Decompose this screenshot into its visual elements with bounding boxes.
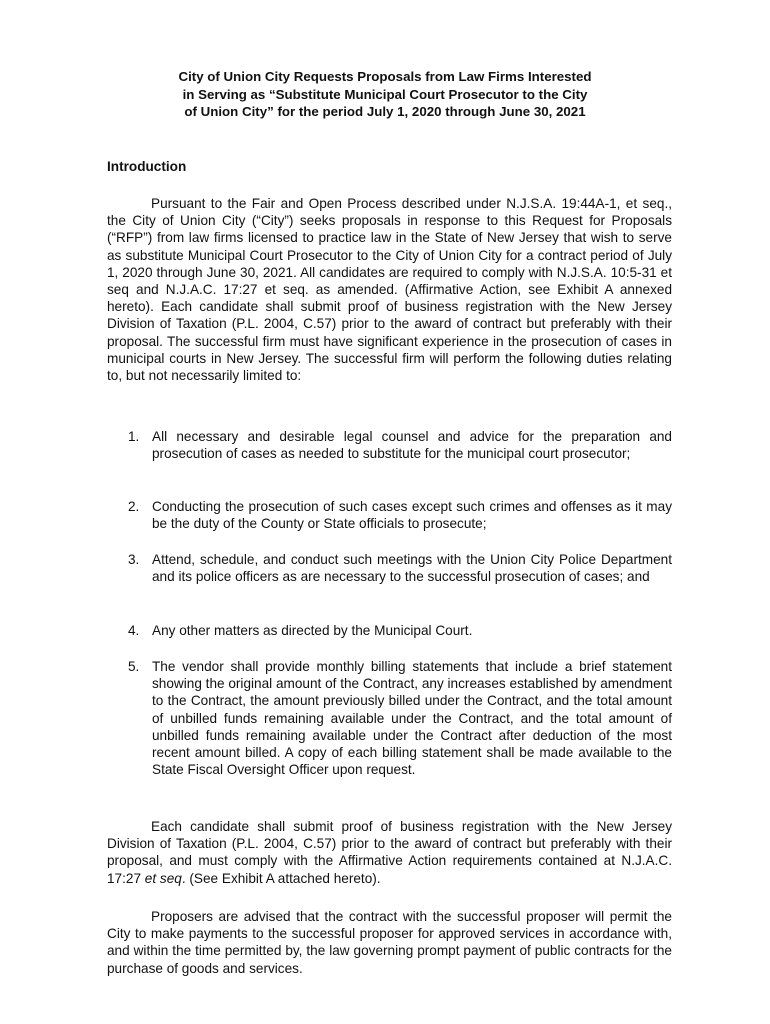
duty-number: 1. [128,429,140,444]
duty-text: The vendor shall provide monthly billing statements that include a brief statement showing the original amount of the Contract, any increases established by amendment to the Contract, the amount previously billed under the Contract, and the total amount of unbilled funds remaining available under the Contract, and the total amount of unbilled funds remaining available under the Contract after deduction of the most recent amount billed. A copy of each billing statement shall be made available to the State Fiscal Oversight Officer upon request. [152,659,672,778]
payment-paragraph [107,908,672,977]
registration-text-end: . (See Exhibit A attached hereto). [181,870,381,886]
duty-text: All necessary and desirable legal counsel and advice for the preparation and prosecution of cases as needed to substitute for the municipal court prosecutor; [152,429,672,462]
intro-paragraph [107,195,672,384]
registration-paragraph [107,818,672,887]
registration-italic-text: et seq [144,870,182,886]
intro-paragraph-text: Pursuant to the Fair and Open Process described under N.J.S.A. 19:44A-1, et seq., the City of Union City (“City”) seeks proposals in response to this Request for Proposals (“RFP”) from law firms licensed to practice law in the State of New Jersey that wish to serve as substitute Municipal Court Prosecutor to the City of Union City for a contract period of July 1, 2020 through June 30, 2021. All candidates are required to comply with N.J.S.A. 10:5-31 et seq and N.J.A.C. 17:27 et seq. as amended. (Affirmative Action, see Exhibit A annexed hereto). Each candidate shall submit proof of business registration with the New Jersey Division of Taxation (P.L. 2004, C.57) prior to the award of contract but preferably with their proposal. The successful firm must have significant experience in the prosecution of cases in municipal courts in New Jersey. The successful firm will perform the following duties relating to, but not necessarily limited to: [107,196,672,384]
duty-item-5 [128,658,672,778]
duty-text: Conducting the prosecution of such cases except such crimes and offenses as it may be the duty of the County or State officials to prosecute; [152,499,672,532]
duty-number: 2. [128,499,140,514]
document-title [100,68,670,121]
duty-item-4 [128,622,672,639]
title-line-2: in Serving as “Substitute Municipal Court Prosecutor to the City [182,86,588,102]
duty-text: Any other matters as directed by the Municipal Court. [152,623,473,638]
title-line-3: of Union City” for the period July 1, 2020 through June 30, 2021 [184,104,586,119]
duty-number: 3. [128,552,140,567]
duty-item-2 [128,498,672,532]
duty-number: 5. [128,659,140,674]
registration-text: Each candidate shall submit proof of business registration with the New Jersey Division of Taxation (P.L. 2004, C.57) prior to the award of contract but preferably with their proposal, and must comply with the Affirmative Action requirements contained at N.J.A.C. 17:27 [107,819,672,886]
duty-item-1 [128,428,672,462]
duty-text: Attend, schedule, and conduct such meetings with the Union City Police Department and its police officers as are necessary to the successful prosecution of cases; and [152,552,672,585]
title-line-1: City of Union City Requests Proposals from Law Firms Interested [178,69,592,84]
duty-number: 4. [128,623,140,638]
duty-item-3 [128,551,672,585]
payment-paragraph-text: Proposers are advised that the contract with the successful proposer will permit the City to make payments to the successful proposer for approved services in accordance with, and within the time permitted by, the law governing prompt payment of public contracts for the purchase of goods and services. [107,909,672,976]
section-heading-introduction: Introduction [107,159,187,174]
